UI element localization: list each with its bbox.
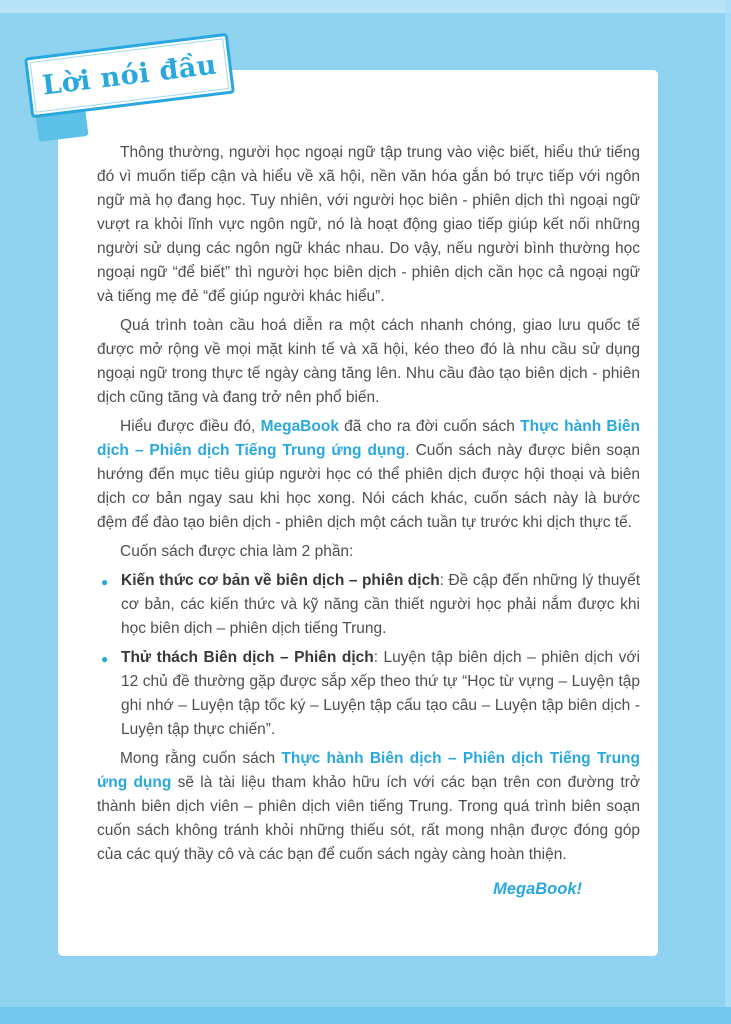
text-segment: : Đề cập đến những lý thuyết cơ bản, các kiến thức và kỹ năng cần thiết người học phải nắm được khi học biên dịch – phiên dịch tiếng Trung. (121, 572, 641, 637)
text-segment: : Luyện tập biên dịch – phiên dịch với 12 chủ đề thường gặp được sắp xếp theo thứ tự “Học từ vựng – Luyện tập ghi nhớ – Luyện tập tốc ký – Luyện tập cấu tạo câu – Luyện tập biên dịch - Luyện tập thực chiến”. (121, 649, 640, 738)
paragraph (97, 314, 640, 410)
paragraph (97, 747, 640, 867)
text-segment: Hiểu được điều đó, (120, 418, 261, 435)
paragraph (97, 415, 640, 535)
text-segment: MegaBook (260, 418, 339, 435)
text-segment: Mong rằng cuốn sách (120, 750, 282, 767)
bottom-band (0, 1007, 731, 1024)
bullet-icon: ● (101, 652, 109, 666)
text-segment: Thông thường, người học ngoại ngữ tập trung vào việc biết, hiểu thứ tiếng đó vì muốn tiếp cận và hiểu về xã hội, nền văn hóa gắn bó trực tiếp với ngôn ngữ mà họ đang học. Tuy nhiên, với người học biên - phiên dịch thì ngoại ngữ vượt ra khỏi lĩnh vực ngôn ngữ, nó là hoạt động giao tiếp giúp kết nối những người sử dụng các ngôn ngữ khác nhau. Do vậy, nếu người bình thường học ngoại ngữ “để biết” thì người học biên dịch - phiên dịch cần học cả ngoại ngữ và tiếng mẹ đẻ “để giúp người khác hiểu”. (97, 144, 640, 305)
preface-body (97, 141, 640, 901)
text-segment: Thử thách Biên dịch – Phiên dịch (121, 649, 374, 666)
paragraph-list (97, 141, 640, 867)
text-segment: sẽ là tài liệu tham khảo hữu ích với các bạn trên con đường trở thành biên dịch viên – phiên dịch viên tiếng Trung. Trong quá trình biên soạn cuốn sách không tránh khỏi những thiếu sót, rất mong nhận được đóng góp của các quý thầy cô và các bạn để cuốn sách ngày càng hoàn thiện. (97, 774, 640, 863)
text-segment: . Cuốn sách này được biên soạn hướng đến mục tiêu giúp người học có thể phiên dịch được hội thoại và biên dịch cơ bản ngay sau khi học xong. Nói cách khác, cuốn sách này là bước đệm để đào tạo biên dịch - phiên dịch một cách tuần tự trước khi dịch thực tế. (97, 442, 640, 531)
list-item (97, 646, 640, 742)
text-segment: Cuốn sách được chia làm 2 phần: (120, 543, 354, 560)
page-title: Lời nói đầu (40, 49, 219, 102)
paragraph (97, 141, 640, 309)
top-band (0, 0, 731, 13)
right-band (725, 0, 731, 1024)
signature: MegaBook! (493, 880, 582, 898)
text-segment: Thực hành Biên dịch – Phiên dịch Tiếng Trung ứng dụng (97, 750, 640, 791)
paragraph (97, 540, 640, 564)
text-segment: Quá trình toàn cầu hoá diễn ra một cách nhanh chóng, giao lưu quốc tế được mở rộng về mọi mặt kinh tế và xã hội, kéo theo đó là nhu cầu sử dụng ngoại ngữ trong thực tế ngày càng tăng lên. Nhu cầu đào tạo biên dịch - phiên dịch cũng tăng và đang trở nên phổ biến. (97, 317, 640, 406)
text-segment: đã cho ra đời cuốn sách (338, 418, 521, 435)
bullet-icon: ● (101, 575, 109, 589)
text-segment: Thực hành Biên dịch – Phiên dịch Tiếng Trung ứng dụng (97, 418, 640, 459)
text-segment: Kiến thức cơ bản về biên dịch – phiên dịch (121, 572, 440, 589)
list-item (97, 569, 640, 641)
